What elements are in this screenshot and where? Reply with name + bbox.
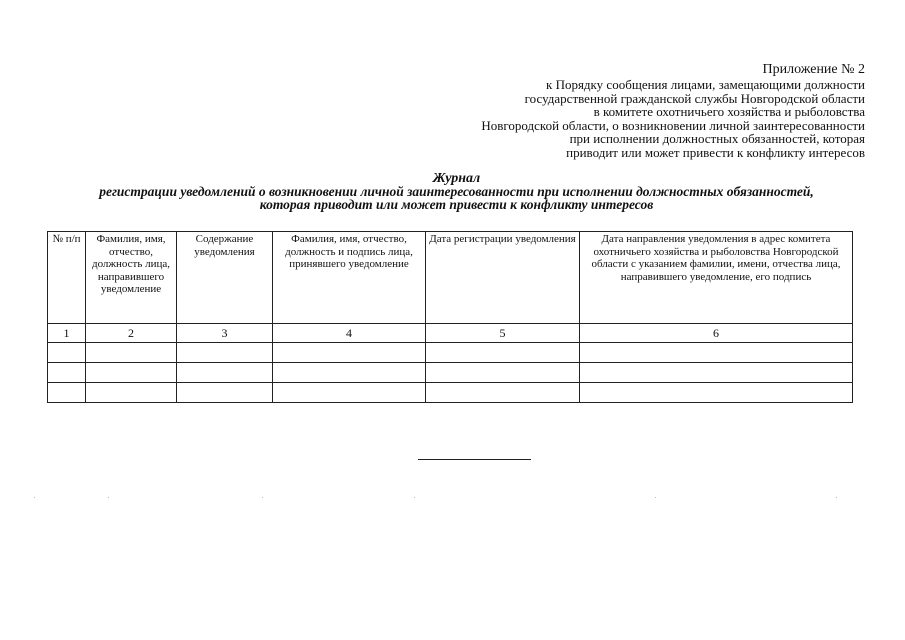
table-cell [426,363,580,383]
table-row [48,343,853,363]
column-number-row [48,324,853,343]
journal-title-word: Журнал [432,171,481,186]
table-cell [86,343,177,363]
header-cell-sending-date: Дата направления уведомления в адрес комитета охотничьего хозяйства и рыболовства Новгородской области с указанием фамилии, имени, отчества лица, направившего уведомление, его подпись [580,232,853,324]
scan-speck [655,497,656,498]
table-header-row [48,232,853,324]
table-row [48,383,853,403]
appendix-line: государственной гражданской службы Новгородской области [524,90,865,106]
table-cell [177,363,273,383]
table-cell [580,363,853,383]
table-cell [86,383,177,403]
table-cell [48,363,86,383]
appendix-block [395,62,865,160]
column-number: 4 [273,324,426,343]
appendix-line: к Порядку сообщения лицами, замещающими должности [546,77,865,92]
header-cell-receiver: Фамилия, имя, отчество, должность и подпись лица, принявшего уведомление [273,232,426,324]
appendix-line: Новгородской области, о возникновении личной заинтересованности [481,117,865,133]
table-cell [580,383,853,403]
scan-speck [108,497,109,498]
column-number: 2 [86,324,177,343]
scan-speck [34,497,35,498]
end-separator-line [418,459,531,460]
table-cell [273,383,426,403]
journal-table [47,231,853,403]
scan-speck [836,497,837,498]
column-number: 1 [48,324,86,343]
scan-speck [414,497,415,498]
header-cell-registration-date: Дата регистрации уведомления [426,232,580,324]
table-cell [426,383,580,403]
table-row [48,363,853,383]
table-cell [48,343,86,363]
column-number: 5 [426,324,580,343]
header-cell-sender: Фамилия, имя, отчество, должность лица, направившего уведомление [86,232,177,324]
appendix-line: в комитете охотничьего хозяйства и рыболовства [593,104,865,120]
table-cell [177,383,273,403]
journal-title [40,172,873,211]
table-cell [177,343,273,363]
appendix-heading: Приложение № 2 [762,62,865,77]
scan-speck [262,497,263,498]
table-cell [273,343,426,363]
column-number: 3 [177,324,273,343]
journal-title-line: которая приводит или может привести к конфликту интересов [259,197,654,212]
header-cell-content: Содержание уведомления [177,232,273,324]
table-cell [48,383,86,403]
table-cell [580,343,853,363]
appendix-line: приводит или может привести к конфликту интересов [566,144,865,160]
table-cell [426,343,580,363]
column-number: 6 [580,324,853,343]
header-cell-number: № п/п [48,232,86,324]
journal-title-line: регистрации уведомлений о возникновении личной заинтересованности при исполнении должностных обязанностей, [99,184,814,199]
appendix-line: при исполнении должностных обязанностей, которая [569,131,865,147]
table-cell [273,363,426,383]
table-cell [86,363,177,383]
